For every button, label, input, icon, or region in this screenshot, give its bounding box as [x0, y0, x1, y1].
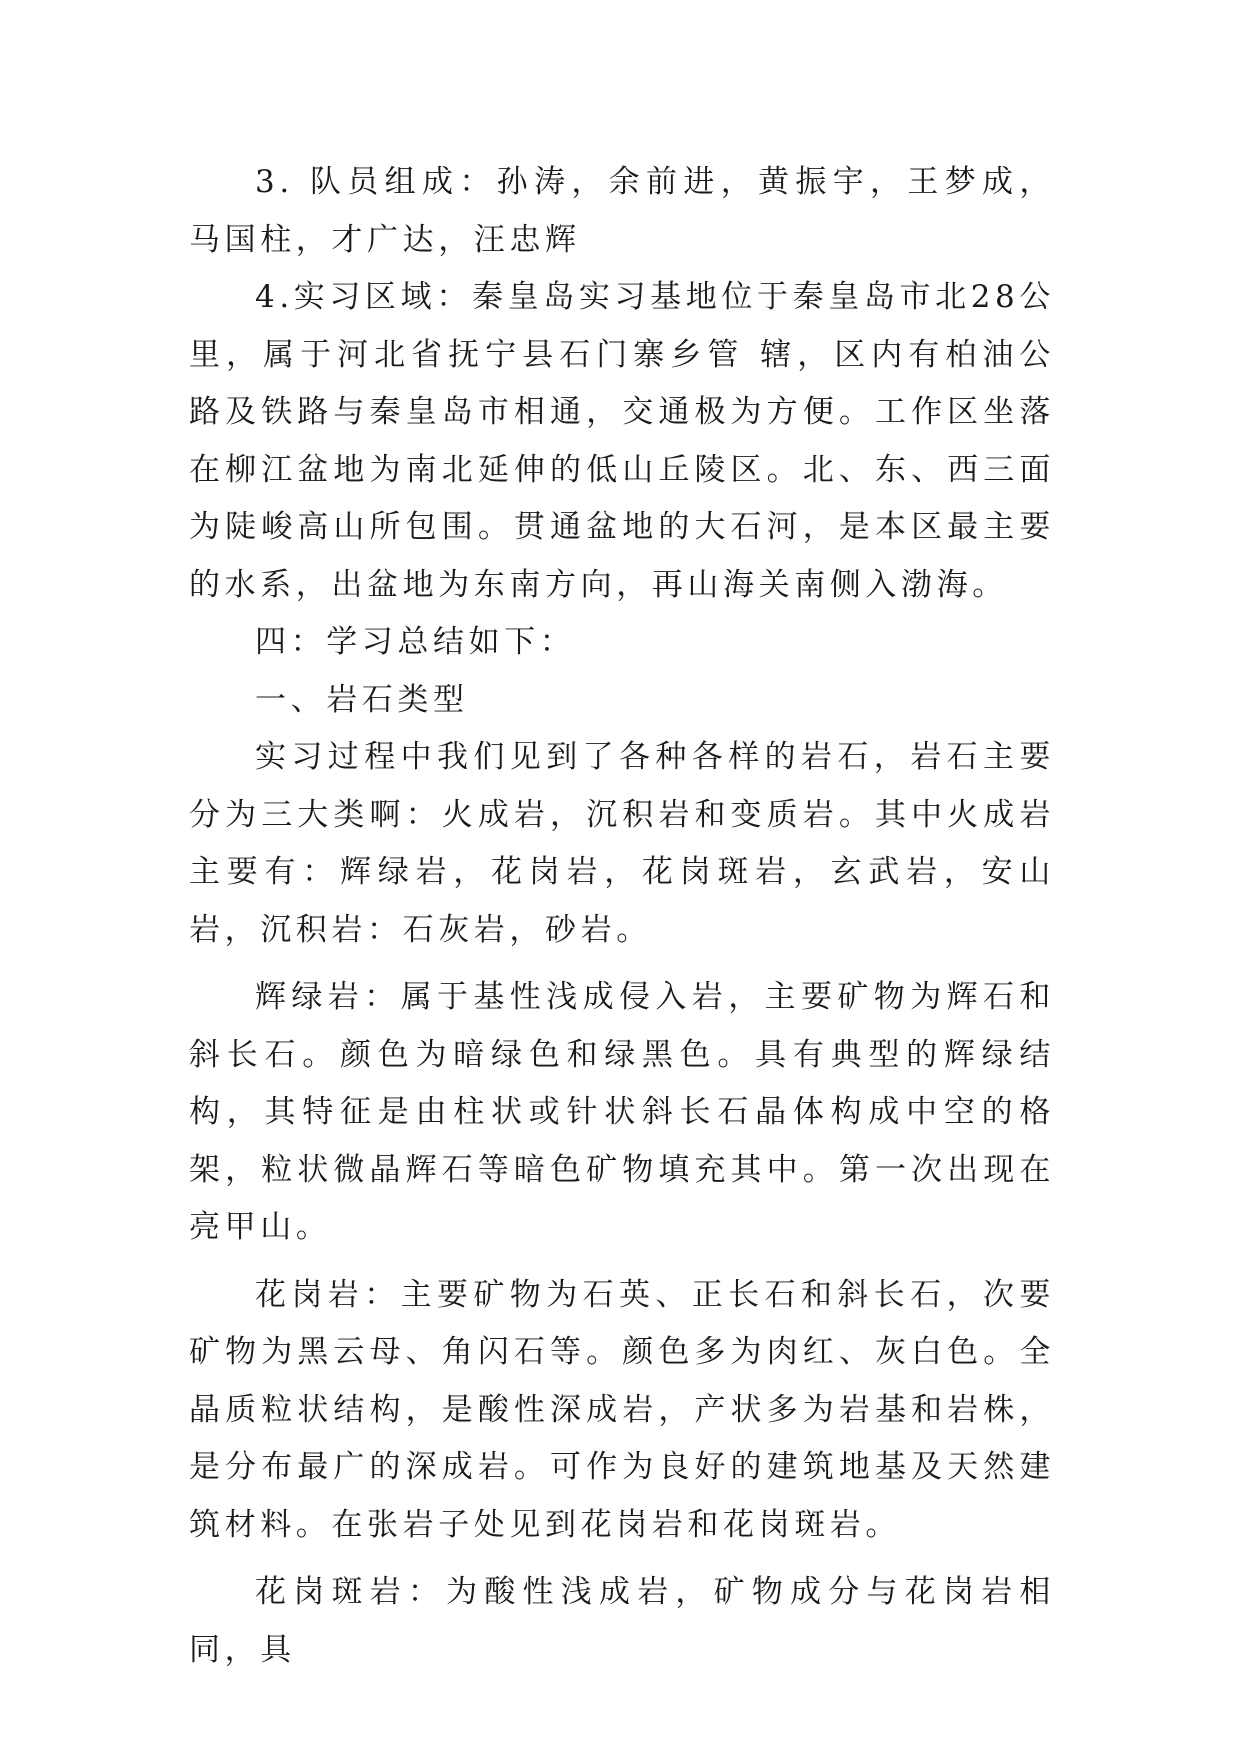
heading-rock-types: 一、岩石类型	[255, 681, 469, 718]
paragraph-team-members: 3. 队员组成：孙涛，余前进，黄振宇，王梦成，马国柱，才广达，汪忠辉	[189, 164, 1055, 258]
paragraph-granite: 花岗岩：主要矿物为石英、正长石和斜长石，次要矿物为黑云母、角闪石等。颜色多为肉红、灰白色。全晶质粒状结构，是酸性深成岩，产状多为岩基和岩株，是分布最广的深成岩。可作为良好的建筑地基及天然建筑材料。在张岩子处见到花岗岩和花岗斑岩。	[189, 1276, 1055, 1543]
paragraph-rock-overview: 实习过程中我们见到了各种各样的岩石，岩石主要分为三大类啊：火成岩，沉积岩和变质岩。其中火成岩主要有：辉绿岩，花岗岩，花岗斑岩，玄武岩，安山岩，沉积岩：石灰岩，砂岩。	[189, 739, 1055, 948]
paragraph-practice-area: 4.实习区域：秦皇岛实习基地位于秦皇岛市北28公里，属于河北省抚宁县石门寨乡管 辖，区内有柏油公路及铁路与秦皇岛市相通，交通极为方便。工作区坐落在柳江盆地为南北延伸的低山丘陵区。北、东、西三面为陡峻高山所包围。贯通盆地的大石河，是本区最主要的水系，出盆地为东南方向，再山海关南侧入渤海。	[189, 279, 1055, 603]
paragraph-granite-porphyry: 花岗斑岩：为酸性浅成岩，矿物成分与花岗岩相同，具	[189, 1574, 1055, 1668]
heading-study-summary: 四：学习总结如下：	[255, 624, 576, 660]
document-body	[189, 154, 1055, 1679]
paragraph-diabase: 辉绿岩：属于基性浅成侵入岩，主要矿物为辉石和斜长石。颜色为暗绿色和绿黑色。具有典型的辉绿结构，其特征是由柱状或针状斜长石晶体构成中空的格架，粒状微晶辉石等暗色矿物填充其中。第一次出现在亮甲山。	[189, 979, 1055, 1245]
